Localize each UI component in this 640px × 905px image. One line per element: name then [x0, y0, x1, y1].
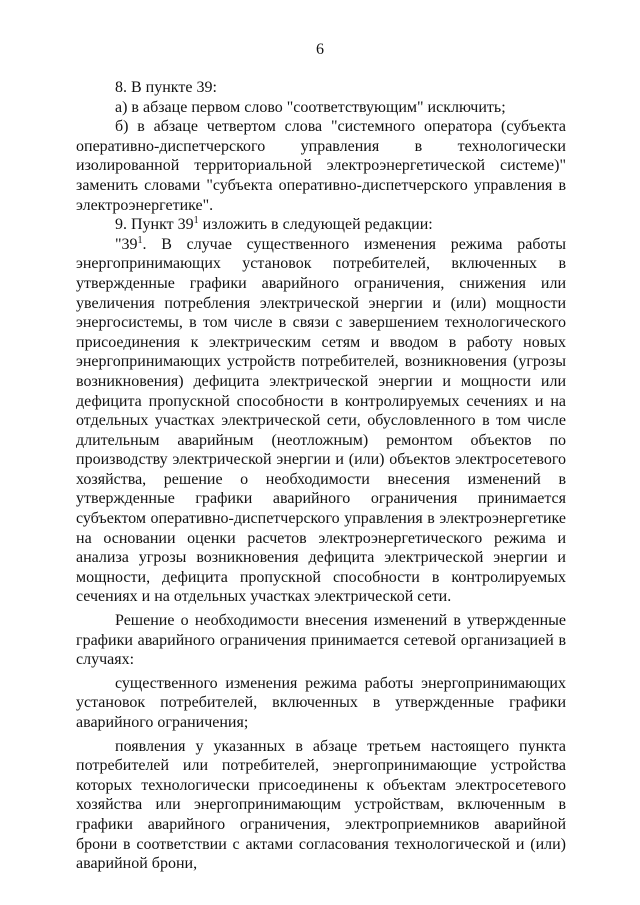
item-9-superscript: 1 — [193, 215, 199, 227]
point-39-1-text: В случае существенного изменения режима работы энергопринимающих установок потребителей, включенных в утвержденные графики аварийного ограничения, снижения или увеличения потребления электрической энергии и (или) мощности энергосистемы, в том числе в связи с завершением технологического присоединения к электрическим сетям и вводом в работу новых энергопринимающих устройств потребителей, возникновения (угрозы возникновения) дефицита электрической энергии и мощности или дефицита пропускной способности в контролируемых сечениях и на отдельных участках электрической сети, обусловленного в том числе длительным аварийным (неотложным) ремонтом объектов по производству электрической энергии и (или) объектов электросетевого хозяйства, решение о необходимости внесения изменений в утвержденные графики аварийного ограничения принимается субъектом оперативно-диспетчерского управления в электроэнергетике на основании оценки расчетов электроэнергетического режима и анализа угрозы возникновения дефицита электрической энергии и мощности, дефицита пропускной способности в контролируемых сечениях и на отдельных участках электрической сети. — [76, 235, 567, 606]
paragraph-subitem-b: б) в абзаце четвертом слова "системного оператора (субъекта оперативно-диспетчерского управления в технологически изолированной территориальной электроэнергетической системе)" заменить словами "субъекта оперативно-диспетчерского управления в электроэнергетике". — [76, 118, 566, 214]
page-number: 6 — [316, 41, 324, 58]
point-39-1-prefix: "39 — [115, 235, 138, 253]
point-39-1-dot: . — [142, 235, 147, 253]
item-9-text: изложить в следующей редакции: — [202, 216, 433, 234]
document-body — [76, 78, 566, 874]
item-9-prefix: 9. Пункт 39 — [115, 216, 194, 234]
paragraph-case-2: появления у указанных в абзаце третьем настоящего пункта потребителей или потребителей, энергопринимающие устройства которых технологически присоединены к объектам электросетевого хозяйства или энергопринимающим устройствам, включенным в графики аварийного ограничения, электроприемников аварийной брони в соответствии с актами согласования технологической и (или) аварийной брони, — [76, 737, 566, 873]
paragraph-new-point-39-1 — [76, 235, 566, 607]
point-39-1-superscript: 1 — [137, 234, 143, 246]
paragraph-case-1: существенного изменения режима работы энергопринимающих установок потребителей, включенных в утвержденные графики аварийного ограничения; — [76, 674, 566, 731]
paragraph-item-9 — [76, 215, 566, 235]
paragraph-item-8: 8. В пункте 39: — [115, 79, 217, 96]
paragraph-decision: Решение о необходимости внесения изменений в утвержденные графики аварийного ограничения принимается сетевой организацией в случаях: — [76, 612, 566, 669]
paragraph-subitem-a: а) в абзаце первом слово "соответствующим" исключить; — [115, 98, 506, 116]
